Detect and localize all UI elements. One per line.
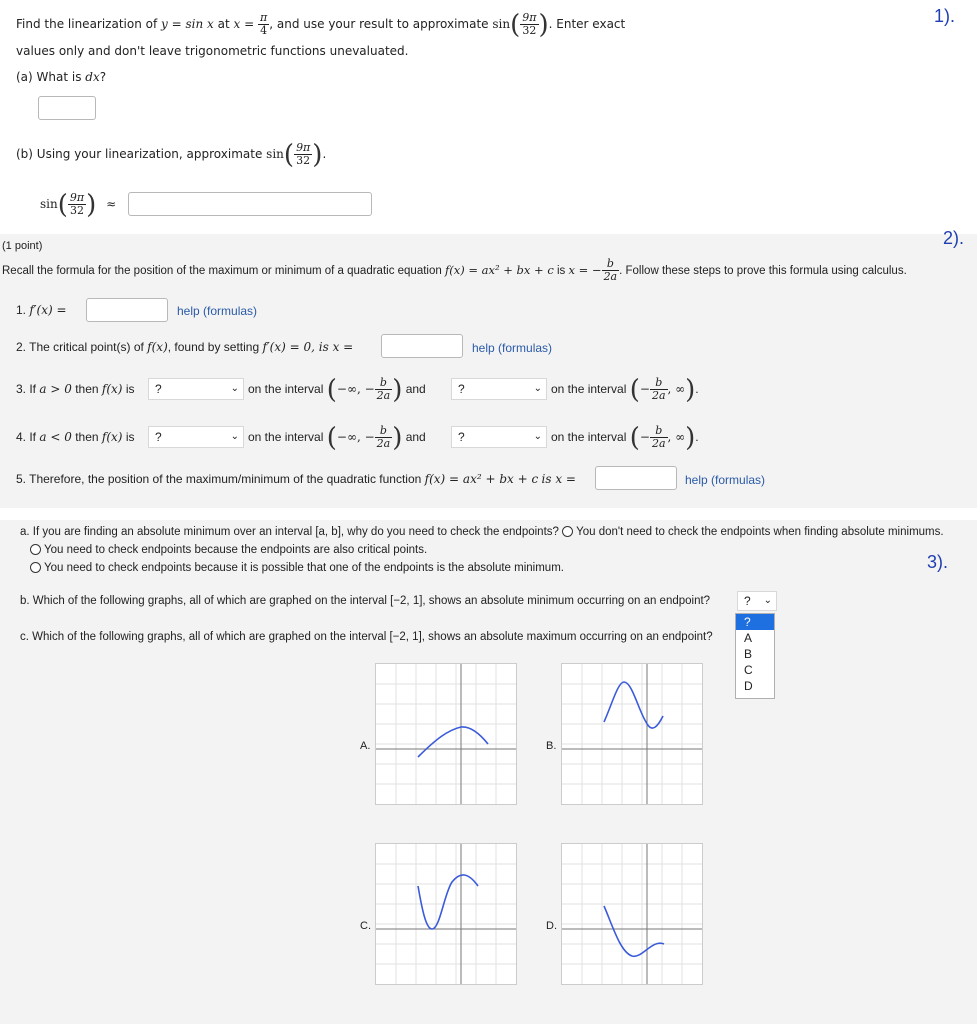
problem-1-intro: Find the linearization of y = sin x at x = $\frac{\pi}{4}$ , and use your result to approximate sin( $\frac{9\pi}{32}$ ). Enter exact [16,9,626,40]
step-3-behavior-select-2[interactable]: ? ⌄ [451,378,547,400]
dropdown-option-a[interactable]: A [744,631,753,645]
pi-over-4: $\frac{\pi}{4}$ [260,11,268,37]
option-1-label: You don't need to check the endpoints when finding absolute minimums. [576,526,944,538]
critical-point-input[interactable] [381,334,463,358]
step-4-label: 4. If a < 0 then f(x) is [16,430,135,444]
chevron-down-icon: ⌄ [230,383,239,394]
graph-label-c: C. [360,920,371,932]
dropdown-option-q[interactable]: ? [736,614,774,630]
problem-number-1: 1). [934,6,956,26]
approximation-input[interactable] [128,192,372,216]
question-c-dropdown-list[interactable] [735,613,775,699]
dropdown-option-d[interactable]: D [744,679,753,693]
step-2-label: 2. The critical point(s) of f(x), found by setting f′(x) = 0, is x = [16,340,354,354]
option-2-row [30,544,427,556]
graph-d [561,843,703,985]
problem-2-recall: Recall the formula for the position of the maximum or minimum of a quadratic equation f(x) = ax² + bx + c is x = − $\frac{b}{2a}$ . Follow these steps to prove this formula using calculus. [2,257,907,284]
radio-option-2[interactable] [30,544,41,555]
step-4-behavior-select-1[interactable]: ? ⌄ [148,426,244,448]
question-b-select[interactable]: ? ⌄ [737,591,777,611]
step-3-label: 3. If a > 0 then f(x) is [16,382,135,396]
point-value: (1 point) [2,240,43,252]
chevron-down-icon: ⌄ [763,595,772,606]
graph-label-b: B. [546,740,557,752]
problem-number-3: 3). [927,552,949,572]
question-b: b. Which of the following graphs, all of which are graphed on the interval [−2, 1], shows an absolute minimum occurring on an endpoint? [20,595,711,607]
chevron-down-icon: ⌄ [533,383,542,394]
approx-expression: sin( $\frac{9\pi}{32}$ ) ≈ [40,189,117,220]
step-4-interval-1: on the interval (−∞, − $\frac{b}{2a}$ ) and [248,422,426,453]
question-a-row: a. If you are finding an absolute minimum over an interval [a, b], why do you need to check the endpoints? You don't need to check the endpoints when finding absolute minimums. [20,526,944,538]
vertex-position-input[interactable] [595,466,677,490]
step-3-interval-1: on the interval (−∞, − $\frac{b}{2a}$ ) and [248,374,426,405]
radio-option-3[interactable] [30,562,41,573]
step-4-behavior-select-2[interactable]: ? ⌄ [451,426,547,448]
step-4-interval-2: on the interval (− $\frac{b}{2a}$ , ∞). [551,422,699,453]
part-b-label: (b) Using your linearization, approximate sin( $\frac{9\pi}{32}$ ). [16,139,327,170]
help-formulas-link-2[interactable]: help (formulas) [472,341,553,355]
graph-a [375,663,517,805]
graph-label-d: D. [546,920,557,932]
step-3-behavior-select-1[interactable]: ? ⌄ [148,378,244,400]
problem-number-2: 2). [943,228,965,248]
problem-1-instructions: values only and don't leave trigonometric functions unevaluated. [16,44,409,58]
help-formulas-link-1[interactable]: help (formulas) [177,304,258,318]
chevron-down-icon: ⌄ [230,431,239,442]
dropdown-option-c[interactable]: C [744,663,753,677]
dx-input[interactable] [38,96,96,120]
option-3-label: You need to check endpoints because it is possible that one of the endpoints is the absolute minimum. [44,562,564,574]
question-c: c. Which of the following graphs, all of which are graphed on the interval [−2, 1], shows an absolute maximum occurring on an endpoint? [20,631,713,643]
step-1-label: 1. f′(x) = [16,303,67,317]
derivative-input[interactable] [86,298,168,322]
nine-pi-over-32: $\frac{9\pi}{32}$ [522,11,537,37]
part-a-label: (a) What is dx? [16,70,107,84]
chevron-down-icon: ⌄ [533,431,542,442]
graph-c [375,843,517,985]
option-2-label: You need to check endpoints because the endpoints are also critical points. [44,544,428,556]
radio-option-1[interactable] [562,526,573,537]
option-3-row [30,562,564,574]
help-formulas-link-3[interactable]: help (formulas) [685,473,766,487]
step-3-interval-2: on the interval (− $\frac{b}{2a}$ , ∞). [551,374,699,405]
dropdown-option-b[interactable]: B [744,647,753,661]
graph-b [561,663,703,805]
graph-label-a: A. [360,740,371,752]
step-5-label: 5. Therefore, the position of the maximum/minimum of the quadratic function f(x) = ax² + bx + c is x = [16,472,576,486]
